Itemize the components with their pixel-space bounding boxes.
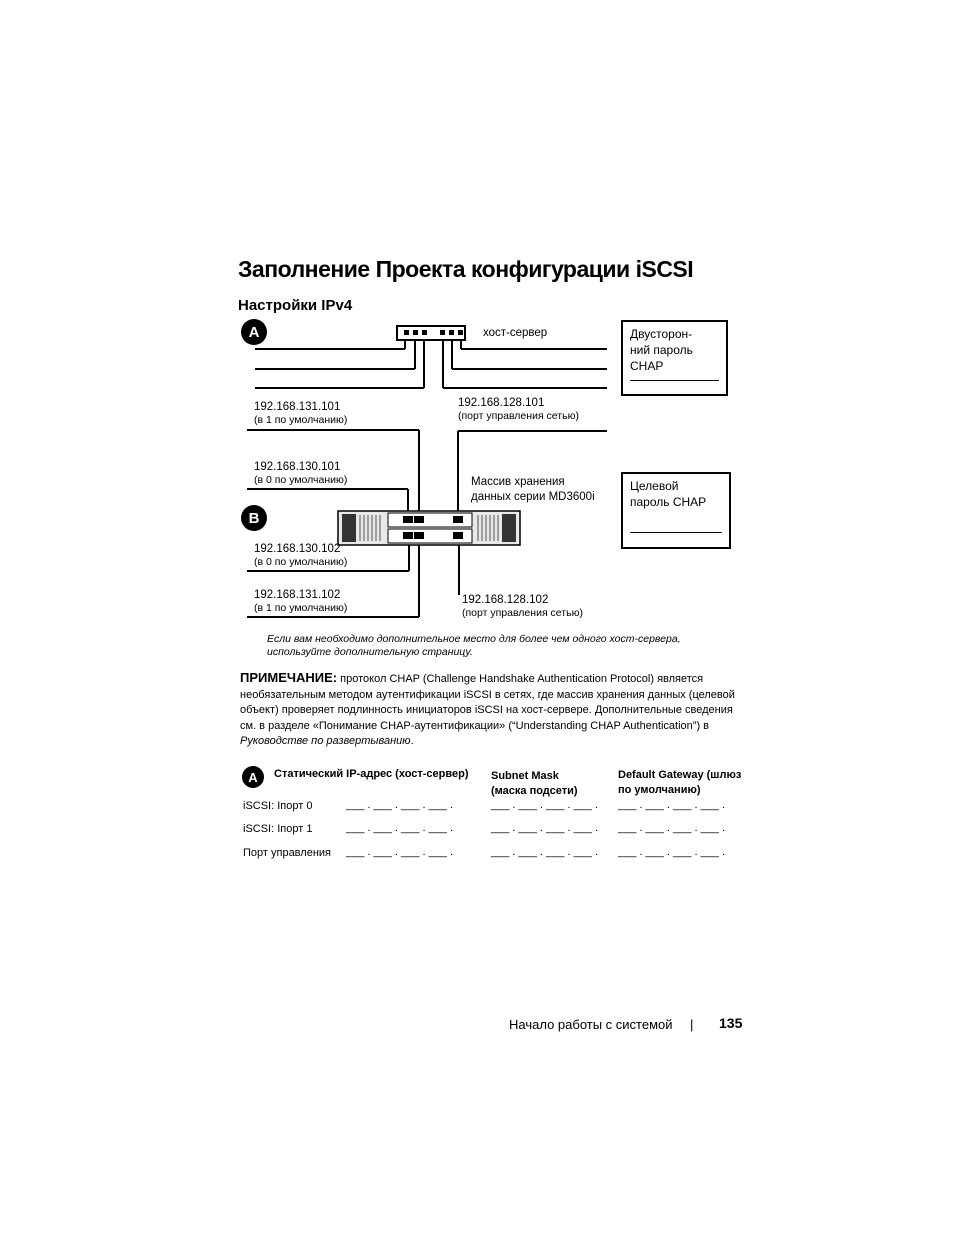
address-label	[462, 594, 583, 620]
storage-array-label	[471, 475, 595, 505]
address-label	[254, 461, 347, 487]
note-text: протокол CHAP (Challenge Handshake Authentication Protocol) является необязательным методом аутентификации iSCSI в сетях, где массив хранения данных (целевой объект) проверяет подлинность инициаторов iSCSI на хост-сервере. Дополнительные сведения см. в разделе «Понимание CHAP-аутентификации» (“Understanding CHAP Authentication”) в	[240, 673, 735, 732]
address-label	[254, 589, 347, 615]
password-blank-line	[630, 532, 722, 533]
table-row-label: iSCSI: Iпорт 0	[243, 800, 313, 812]
section-heading: Настройки IPv4	[238, 297, 353, 314]
ip-blank-field: ___ . ___ . ___ . ___ .	[346, 799, 454, 811]
target-chap-text: Целевой	[630, 479, 679, 493]
subnet-blank-field: ___ . ___ . ___ . ___ .	[491, 846, 599, 858]
address-description: (в 0 по умолчанию)	[254, 474, 348, 486]
note-italic-text: Руководстве по развертыванию	[240, 735, 411, 747]
address-description: (в 1 по умолчанию)	[254, 414, 348, 426]
table-header-static-ip: Статический IP-адрес (хост-сервер)	[274, 768, 469, 780]
host-server-label: хост-сервер	[483, 327, 548, 339]
address-label	[458, 397, 579, 423]
ip-address: 192.168.130.102	[254, 543, 341, 555]
subnet-blank-field: ___ . ___ . ___ . ___ .	[491, 822, 599, 834]
badge-b: B	[241, 505, 267, 531]
gateway-blank-field: ___ . ___ . ___ . ___ .	[618, 846, 726, 858]
ip-address: 192.168.131.102	[254, 589, 341, 601]
storage-array-label-line: Массив хранения	[471, 476, 565, 488]
gateway-blank-field: ___ . ___ . ___ . ___ .	[618, 822, 726, 834]
address-description: (порт управления сетью)	[458, 410, 579, 422]
subnet-blank-field: ___ . ___ . ___ . ___ .	[491, 799, 599, 811]
table-header-subnet-mask	[491, 769, 578, 799]
badge-a: A	[241, 319, 267, 345]
mutual-chap-text: Двусторон-	[630, 327, 693, 341]
table-badge-a: A	[242, 766, 264, 788]
ip-address: 192.168.128.101	[458, 397, 545, 409]
storage-array-shape	[338, 511, 520, 545]
target-chap-text: пароль CHAP	[630, 495, 707, 509]
note-label: ПРИМЕЧАНИЕ:	[240, 670, 338, 685]
page-number: 135	[719, 1015, 743, 1031]
target-chap-box	[621, 472, 731, 549]
address-description: (в 1 по умолчанию)	[254, 602, 348, 614]
note-text-end: .	[410, 735, 414, 747]
note-paragraph	[240, 670, 740, 750]
address-description: (в 0 по умолчанию)	[254, 556, 348, 568]
header-text: Default Gateway (шлюз	[618, 769, 742, 781]
ip-address: 192.168.128.102	[462, 594, 549, 606]
page-title: Заполнение Проекта конфигурации iSCSI	[238, 256, 694, 282]
address-label	[254, 543, 347, 569]
ip-address: 192.168.131.101	[254, 401, 341, 413]
header-text: Subnet Mask	[491, 770, 559, 782]
mutual-chap-text: ний пароль	[630, 343, 693, 357]
ip-blank-field: ___ . ___ . ___ . ___ .	[346, 822, 454, 834]
footer-separator: |	[690, 1017, 694, 1032]
footer-section-name: Начало работы с системой	[509, 1017, 673, 1032]
ip-blank-field: ___ . ___ . ___ . ___ .	[346, 846, 454, 858]
address-description: (порт управления сетью)	[462, 607, 583, 619]
table-header-default-gateway	[618, 768, 741, 798]
mutual-chap-text: CHAP	[630, 359, 664, 373]
password-blank-line	[630, 380, 719, 381]
header-text: по умолчанию)	[618, 784, 701, 796]
diagram-caption: Если вам необходимо дополнительное место для более чем одного хост-сервера, используйте дополнительную страницу.	[267, 633, 681, 658]
table-row-label: Порт управления	[243, 847, 331, 859]
table-row-label: iSCSI: Iпорт 1	[243, 823, 313, 835]
address-label	[254, 401, 347, 427]
header-text: (маска подсети)	[491, 785, 578, 797]
ip-address: 192.168.130.101	[254, 461, 341, 473]
storage-array-label-line: данных серии MD3600i	[471, 491, 595, 503]
gateway-blank-field: ___ . ___ . ___ . ___ .	[618, 799, 726, 811]
mutual-chap-box	[621, 320, 728, 396]
